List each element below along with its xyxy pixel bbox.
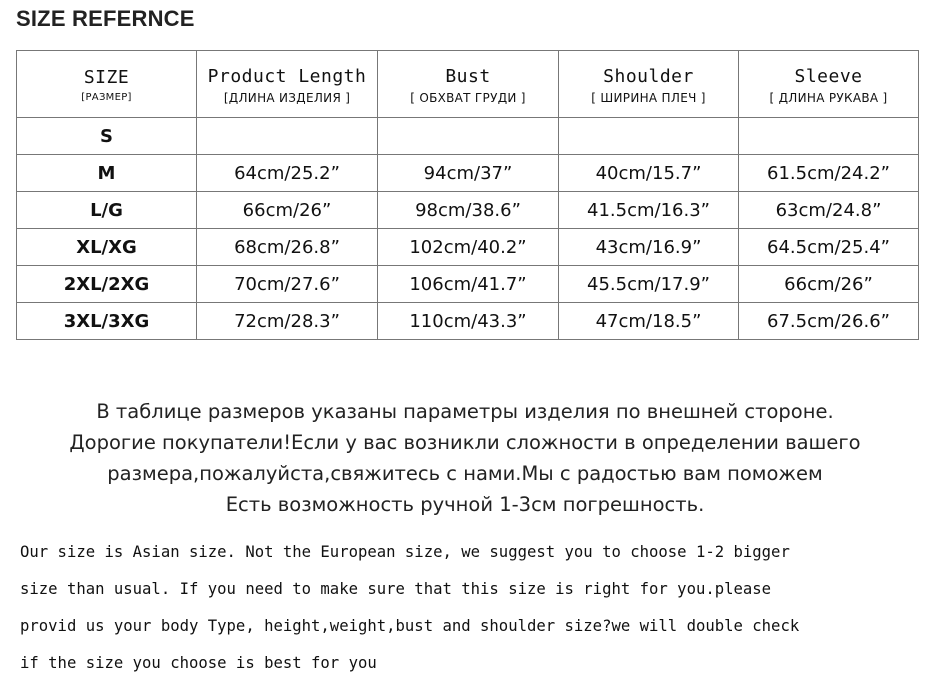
product-length-cell: 66cm/26” (197, 192, 378, 229)
table-row (17, 303, 919, 340)
table-row (17, 118, 919, 155)
shoulder-cell (559, 118, 739, 155)
size-cell: 3XL/3XG (17, 303, 197, 340)
size-cell: XL/XG (17, 229, 197, 266)
sleeve-cell: 64.5cm/25.4” (739, 229, 919, 266)
size-cell: S (17, 118, 197, 155)
shoulder-cell: 40cm/15.7” (559, 155, 739, 192)
english-note-line: if the size you choose is best for you (20, 654, 377, 672)
russian-note-line: Дорогие покупатели!Если у вас возникли сложности в определении вашего (69, 431, 861, 454)
size-chart-table (16, 50, 919, 340)
sleeve-cell: 67.5cm/26.6” (739, 303, 919, 340)
bust-cell: 98cm/38.6” (378, 192, 559, 229)
header-size-label-ru: [РАЗМЕР] (81, 92, 132, 103)
bust-cell: 106cm/41.7” (378, 266, 559, 303)
product-length-cell: 68cm/26.8” (197, 229, 378, 266)
header-bust (378, 51, 559, 118)
sleeve-cell: 61.5cm/24.2” (739, 155, 919, 192)
shoulder-cell: 47cm/18.5” (559, 303, 739, 340)
shoulder-cell: 45.5cm/17.9” (559, 266, 739, 303)
table-row (17, 229, 919, 266)
size-cell: L/G (17, 192, 197, 229)
sleeve-cell: 63cm/24.8” (739, 192, 919, 229)
size-cell: M (17, 155, 197, 192)
table-row (17, 155, 919, 192)
shoulder-cell: 43cm/16.9” (559, 229, 739, 266)
header-size-label: SIZE (83, 67, 130, 88)
header-bust-label: Bust (445, 65, 491, 87)
header-shoulder (559, 51, 739, 118)
sleeve-cell: 66cm/26” (739, 266, 919, 303)
product-length-cell: 70cm/27.6” (197, 266, 378, 303)
bust-cell: 102cm/40.2” (378, 229, 559, 266)
shoulder-cell: 41.5cm/16.3” (559, 192, 739, 229)
sleeve-cell (739, 118, 919, 155)
russian-note-line: В таблице размеров указаны параметры изделия по внешней стороне. (96, 400, 834, 423)
header-shoulder-label-ru: [ ШИРИНА ПЛЕЧ ] (591, 90, 706, 105)
size-cell: 2XL/2XG (17, 266, 197, 303)
product-length-cell (197, 118, 378, 155)
header-product-length-label-ru: [ДЛИНА ИЗДЕЛИЯ ] (223, 90, 351, 105)
header-product-length (197, 51, 378, 118)
russian-note (0, 396, 930, 520)
bust-cell: 110cm/43.3” (378, 303, 559, 340)
table-header-row (17, 51, 919, 118)
russian-note-line: Есть возможность ручной 1-3см погрешность. (225, 493, 705, 516)
english-note (20, 534, 920, 682)
header-sleeve (739, 51, 919, 118)
product-length-cell: 64cm/25.2” (197, 155, 378, 192)
product-length-cell: 72cm/28.3” (197, 303, 378, 340)
header-product-length-label: Product Length (207, 65, 367, 87)
bust-cell (378, 118, 559, 155)
header-sleeve-label: Sleeve (794, 65, 863, 87)
table-row (17, 266, 919, 303)
english-note-line: Our size is Asian size. Not the European size, we suggest you to choose 1-2 bigger (20, 543, 790, 561)
header-size (17, 51, 197, 118)
english-note-line: size than usual. If you need to make sure that this size is right for you.please (20, 580, 772, 598)
english-note-line: provid us your body Type, height,weight,bust and shoulder size?we will double check (20, 617, 800, 635)
header-sleeve-label-ru: [ ДЛИНА РУКАВА ] (769, 90, 888, 105)
page-title: SIZE REFERNCE (16, 6, 195, 31)
bust-cell: 94cm/37” (378, 155, 559, 192)
russian-note-line: размера,пожалуйста,свяжитесь с нами.Мы с радостью вам поможем (107, 462, 823, 485)
table-row (17, 192, 919, 229)
header-shoulder-label: Shoulder (603, 65, 694, 87)
header-bust-label-ru: [ ОБХВАТ ГРУДИ ] (410, 90, 526, 105)
